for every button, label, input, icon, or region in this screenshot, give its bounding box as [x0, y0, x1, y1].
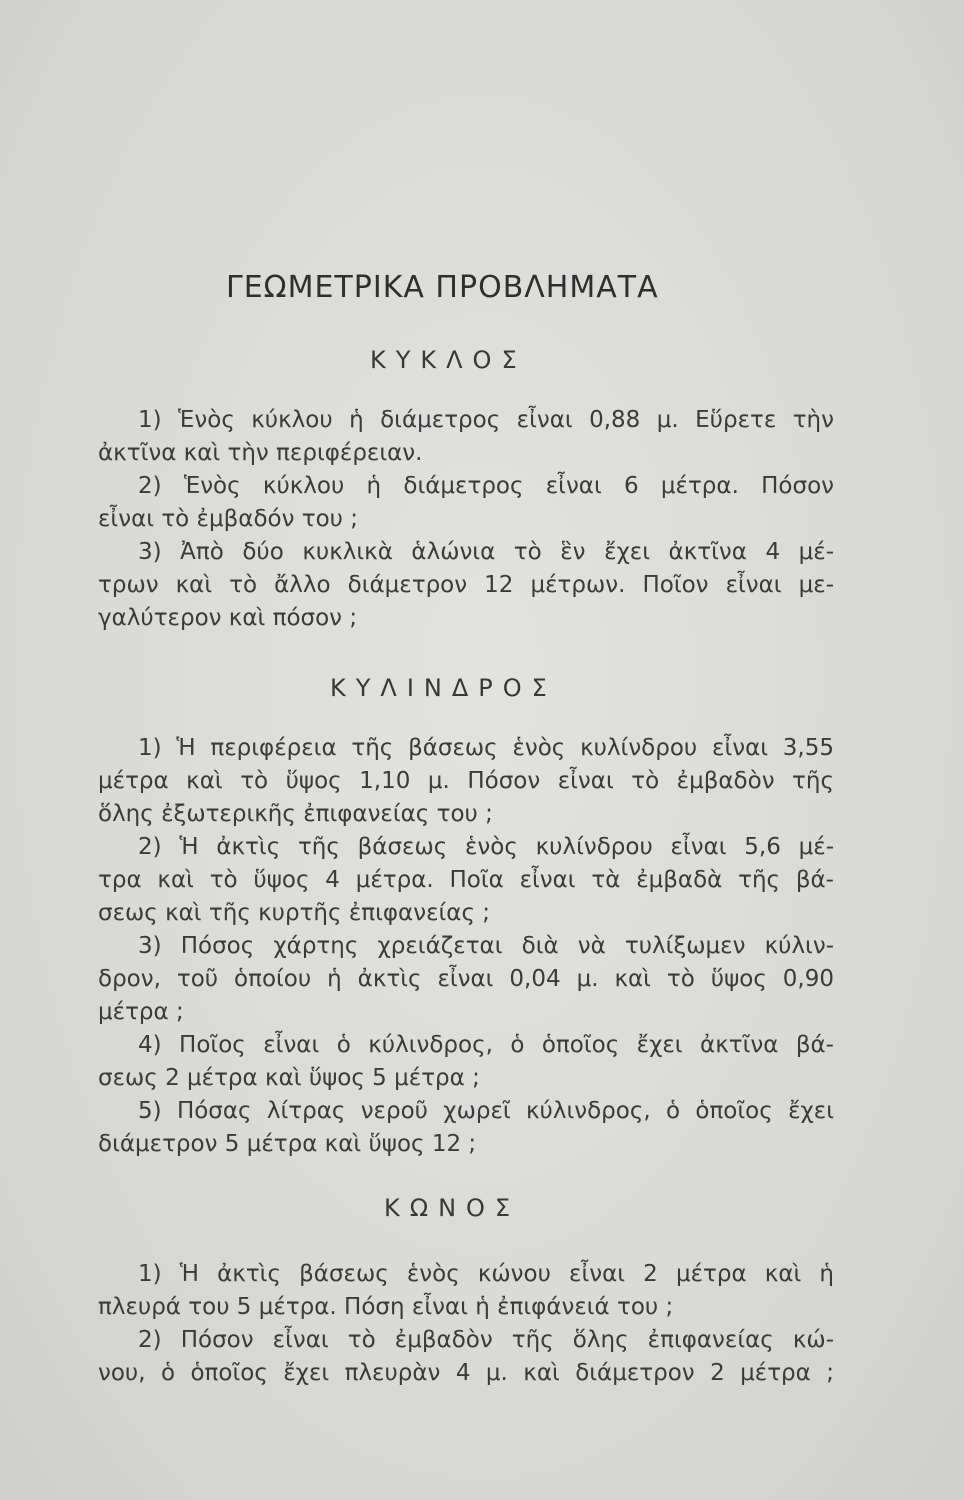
problem-line: δρον, τοῦ ὁποίου ἡ ἀκτὶς εἶναι 0,04 μ. καὶ τὸ ὕψος 0,90: [98, 966, 834, 992]
section-text-circle: [98, 404, 834, 635]
problem-line: 4) Ποῖος εἶναι ὁ κύλινδρος, ὁ ὁποῖος ἔχει ἀκτῖνα βά-: [138, 1032, 834, 1058]
problem-line: 2) Ἑνὸς κύκλου ἡ διάμετρος εἶναι 6 μέτρα. Πόσον: [138, 473, 834, 499]
problem-line: 2) Πόσον εἶναι τὸ ἐμβαδὸν τῆς ὅλης ἐπιφανείας κώ-: [138, 1327, 834, 1353]
problem-line: 1) Ἑνὸς κύκλου ἡ διάμετρος εἶναι 0,88 μ. Εὕρετε τὴν: [138, 407, 834, 433]
problem-line: τρων καὶ τὸ ἄλλο διάμετρον 12 μέτρων. Ποῖον εἶναι με-: [98, 572, 834, 598]
problem-line: ἀκτῖνα καὶ τὴν περιφέρειαν.: [98, 440, 423, 466]
problem-line: γαλύτερον καὶ πόσον ;: [98, 605, 358, 631]
problem-line: 5) Πόσας λίτρας νεροῦ χωρεῖ κύλινδρος, ὁ ὁποῖος ἔχει: [138, 1098, 834, 1124]
page-title: ΓΕΩΜΕΤΡΙΚΑ ΠΡΟΒΛΗΜΑΤΑ: [226, 270, 659, 305]
problem-line: διάμετρον 5 μέτρα καὶ ὕψος 12 ;: [98, 1131, 477, 1157]
problem-line: σεως 2 μέτρα καὶ ὕψος 5 μέτρα ;: [98, 1065, 480, 1091]
section-text-cylinder: [98, 732, 834, 1161]
problem-line: μέτρα ;: [98, 999, 184, 1025]
problem-line: τρα καὶ τὸ ὕψος 4 μέτρα. Ποῖα εἶναι τὰ ἐμβαδὰ τῆς βά-: [98, 867, 834, 893]
problem-line: μέτρα καὶ τὸ ὕψος 1,10 μ. Πόσον εἶναι τὸ ἐμβαδὸν τῆς: [98, 768, 834, 794]
problem-line: 3) Πόσος χάρτης χρειάζεται διὰ νὰ τυλίξωμεν κύλιν-: [138, 933, 834, 959]
section-heading-cone: ΚΩΝΟΣ: [384, 1194, 521, 1222]
problem-line: ὅλης ἐξωτερικῆς ἐπιφανείας του ;: [98, 801, 493, 827]
problem-line: εἶναι τὸ ἐμβαδόν του ;: [98, 506, 359, 532]
problem-line: νου, ὁ ὁποῖος ἔχει πλευρὰν 4 μ. καὶ διάμετρον 2 μέτρα ;: [98, 1360, 834, 1386]
problem-line: πλευρά του 5 μέτρα. Πόση εἶναι ἡ ἐπιφάνειά του ;: [98, 1294, 674, 1320]
problem-line: σεως καὶ τῆς κυρτῆς ἐπιφανείας ;: [98, 900, 490, 926]
problem-line: 1) Ἡ ἀκτὶς βάσεως ἑνὸς κώνου εἶναι 2 μέτρα καὶ ἡ: [138, 1261, 834, 1287]
problem-line: 3) Ἀπὸ δύο κυκλικὰ ἁλώνια τὸ ἓν ἔχει ἀκτῖνα 4 μέ-: [138, 539, 834, 565]
section-heading-circle: ΚΥΚΛΟΣ: [370, 346, 527, 374]
section-text-cone: [98, 1258, 834, 1390]
problem-line: 2) Ἡ ἀκτὶς τῆς βάσεως ἑνὸς κυλίνδρου εἶναι 5,6 μέ-: [138, 834, 834, 860]
section-heading-cylinder: ΚΥΛΙΝΔΡΟΣ: [330, 674, 557, 702]
problem-line: 1) Ἡ περιφέρεια τῆς βάσεως ἑνὸς κυλίνδρου εἶναι 3,55: [138, 735, 834, 761]
